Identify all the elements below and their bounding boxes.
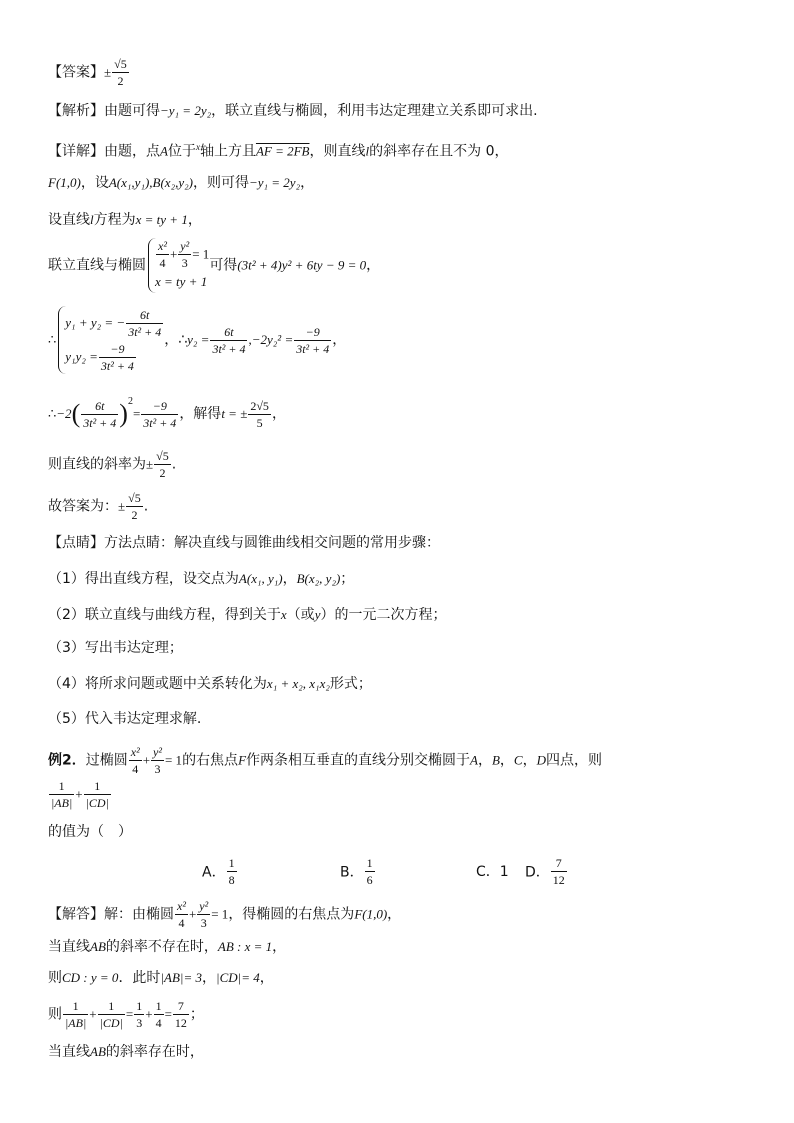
system-line: 联立直线与椭圆 $\frac{\text{x²}}{4}$ + $\frac{\text{y²}}{3}$ = 1 x = ty + 1 可得(3t² + 4)y² + 6ty − 9 = 0， [48, 238, 380, 293]
math-line: 则 $\frac{1}{|AB|}$ + $\frac{1}{|CD|}$ = $\frac{1}{3}$ + $\frac{1}{4}$ = $\frac{7}{12}$ ； [48, 999, 204, 1030]
math-line: 则直线的斜率为± $\frac{√5}{2}$ . [48, 449, 177, 480]
expression-line: $\frac{1}{|AB|}$ + $\frac{1}{|CD|}$ [51, 779, 109, 810]
math-line: 则CD : y = 0．此时|AB|= 3，|CD|= 4， [48, 970, 274, 986]
option-d[interactable]: D． $\frac{7}{12}$ [525, 856, 565, 887]
answer-line: 【答案】± $\frac{√5}{2}$ [48, 57, 127, 88]
note-line: 【点睛】方法点睛：解决直线与圆锥曲线相交问题的常用步骤： [48, 535, 440, 551]
math-line: F(1,0)，设A(x₁,y₁),B(x₂,y₂)，则可得−y₁ = 2y₂， [48, 175, 315, 191]
step-1: （1）得出直线方程，设交点为A(x₁, y₁)，B(x₂, y₂)； [48, 571, 355, 587]
option-a[interactable]: A． $\frac{1}{8}$ [202, 856, 235, 887]
equation-system: $\frac{\text{x²}}{4}$ + $\frac{\text{y²}}{3}$ = 1 x = ty + 1 [148, 238, 209, 293]
step-2: （2）联立直线与曲线方程，得到关于x（或y）的一元二次方程； [48, 607, 447, 623]
fraction: $\frac{√5}{2}$ [114, 57, 127, 88]
option-b[interactable]: B． $\frac{1}{6}$ [340, 856, 373, 887]
option-c[interactable]: C．1 [476, 864, 509, 880]
step-5: （5）代入韦达定理求解. [48, 711, 202, 727]
math-line: ∴−2( $\frac{6t}{\text{3t² + 4}}$ )$^2$= $\frac{-9}{\text{3t² + 4}}$ ，解得t = ± $\frac{2√5}{5}$ ， [48, 396, 286, 430]
example-2-question: 例2．过椭圆 $\frac{\text{x²}}{4}$ + $\frac{\text{y²}}{3}$ = 1的右焦点F作两条相互垂直的直线分别交椭圆于A，B，C，D四点，则 [48, 745, 602, 776]
solution-line: 【解答】解：由椭圆 $\frac{\text{x²}}{4}$ + $\frac{\text{y²}}{3}$ = 1，得椭圆的右焦点为F(1,0)， [48, 899, 402, 930]
detail-line: 【详解】由题，点A位于$^x$轴上方且AF = 2FB，则直线l的斜率存在且不为 0， [48, 142, 509, 160]
step-4: （4）将所求问题或题中关系转化为x₁ + x₂, x₁x₂形式； [48, 676, 372, 692]
equation-system: y₁ + y₂ = − $\frac{6t}{\text{3t² + 4}}$ y₁y₂ = $\frac{-9}{\text{3t² + 4}}$ [58, 306, 164, 374]
step-3: （3）写出韦达定理； [48, 640, 183, 656]
math-line: 当直线AB的斜率存在时， [48, 1044, 204, 1060]
math-line: 设直线l方程为x = ty + 1， [48, 212, 202, 228]
math-line: 当直线AB的斜率不存在时，AB : x = 1， [48, 939, 287, 955]
analysis-line: 【解析】由题可得−y₁ = 2y₂，联立直线与椭圆，利用韦达定理建立关系即可求出. [48, 103, 538, 119]
answer-tag: 【答案】 [48, 64, 104, 81]
final-answer-line: 故答案为：± $\frac{√5}{2}$ . [48, 491, 149, 522]
system-line: ∴ y₁ + y₂ = − $\frac{6t}{\text{3t² + 4}}$ y₁y₂ = $\frac{-9}{\text{3t² + 4}}$ ，∴y₂ = $\frac{6t}{\text{3t² + 4}}$ ,−2y₂² = $\frac{-9}{\text{3t² + 4}}$ ， [48, 307, 347, 373]
question-tail: 的值为（ ） [48, 824, 132, 840]
